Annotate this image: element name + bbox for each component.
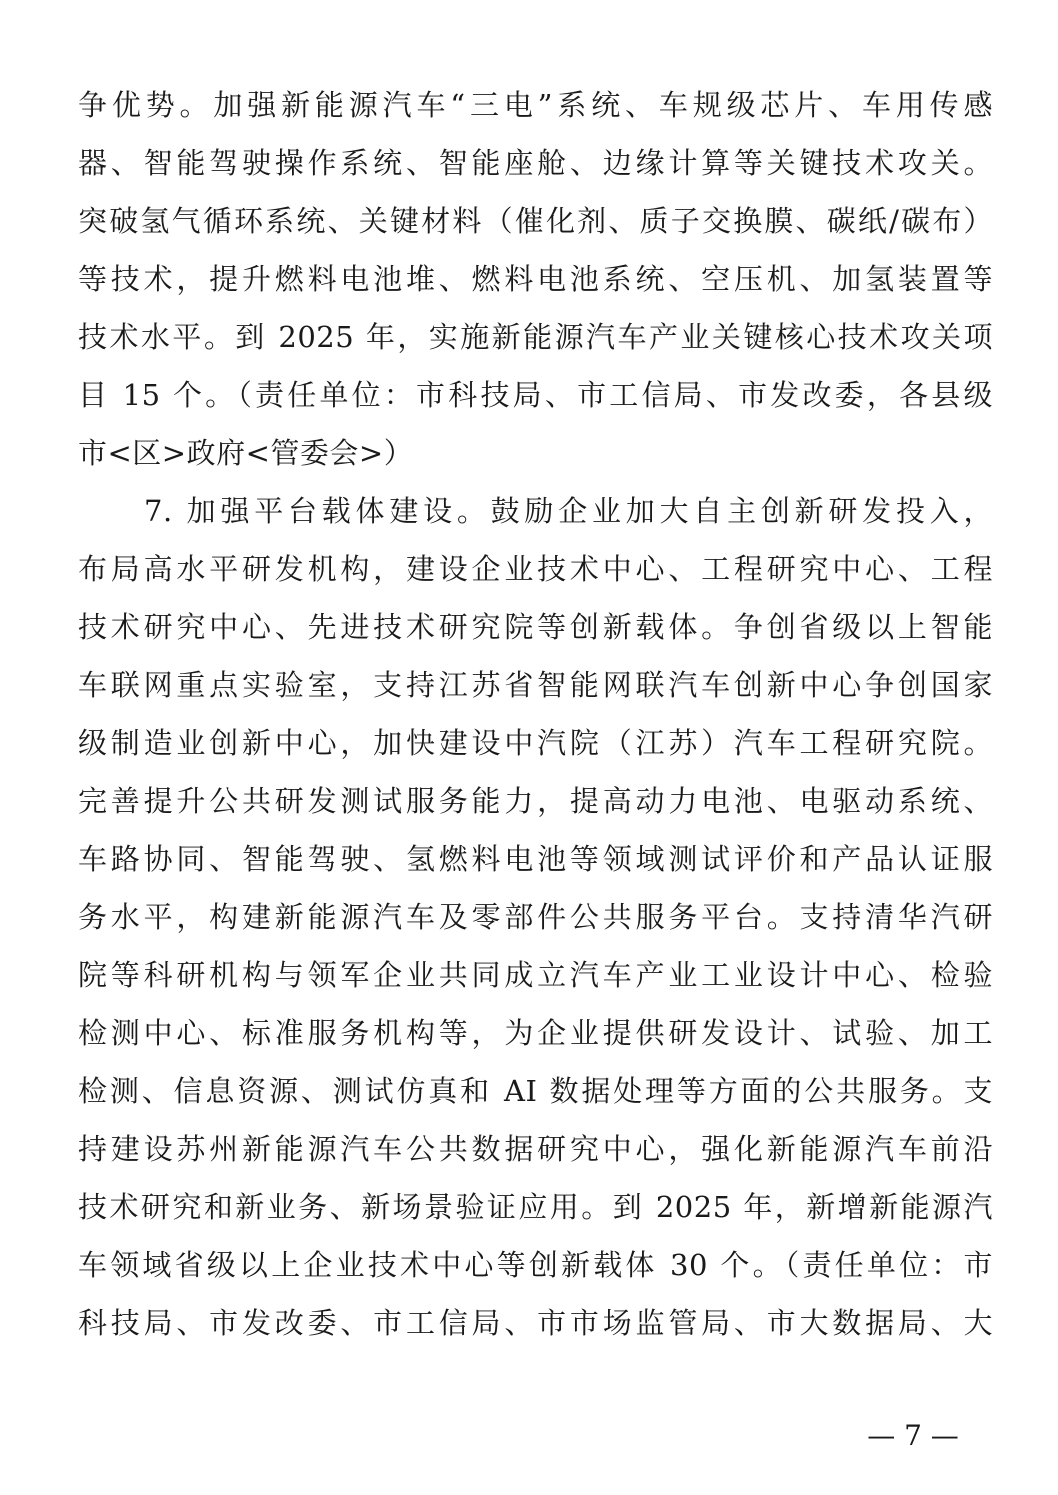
text-line: 务水平，构建新能源汽车及零部件公共服务平台。支持清华汽研 [78, 900, 993, 934]
text-line: 车路协同、智能驾驶、氢燃料电池等领域测试评价和产品认证服 [78, 842, 993, 876]
text-line: 院等科研机构与领军企业共同成立汽车产业工业设计中心、检验 [78, 958, 993, 992]
text-line: 完善提升公共研发测试服务能力，提高动力电池、电驱动系统、 [78, 784, 993, 818]
text-line: 等技术，提升燃料电池堆、燃料电池系统、空压机、加氢装置等 [78, 262, 993, 296]
text-line: 检测中心、标准服务机构等，为企业提供研发设计、试验、加工 [78, 1016, 993, 1050]
text-line: 布局高水平研发机构，建设企业技术中心、工程研究中心、工程 [78, 552, 993, 586]
text-line: 技术研究和新业务、新场景验证应用。到 2025 年，新增新能源汽 [78, 1190, 993, 1224]
text-line: 级制造业创新中心，加快建设中汽院（江苏）汽车工程研究院。 [78, 726, 993, 760]
section-heading-line: 7. 加强平台载体建设。鼓励企业加大自主创新研发投入， [144, 494, 993, 528]
body-text [78, 76, 993, 1352]
text-line: 市<区>政府<管委会>） [78, 436, 414, 470]
text-line: 技术研究中心、先进技术研究院等创新载体。争创省级以上智能 [78, 610, 993, 644]
text-line: 科技局、市发改委、市工信局、市市场监管局、市大数据局、大 [78, 1306, 993, 1340]
text-line: 车联网重点实验室，支持江苏省智能网联汽车创新中心争创国家 [78, 668, 993, 702]
text-line: 车领域省级以上企业技术中心等创新载体 30 个。（责任单位：市 [78, 1248, 993, 1282]
text-line: 检测、信息资源、测试仿真和 AI 数据处理等方面的公共服务。支 [78, 1074, 993, 1108]
text-line: 目 15 个。（责任单位：市科技局、市工信局、市发改委，各县级 [78, 378, 993, 412]
text-line: 争优势。加强新能源汽车“三电”系统、车规级芯片、车用传感 [78, 88, 993, 122]
text-line: 持建设苏州新能源汽车公共数据研究中心，强化新能源汽车前沿 [78, 1132, 993, 1166]
text-line: 技术水平。到 2025 年，实施新能源汽车产业关键核心技术攻关项 [78, 320, 993, 354]
text-line: 突破氢气循环系统、关键材料（催化剂、质子交换膜、碳纸/碳布） [78, 204, 993, 238]
page-number: — 7 — [867, 1419, 959, 1452]
text-line: 器、智能驾驶操作系统、智能座舱、边缘计算等关键技术攻关。 [78, 146, 993, 180]
